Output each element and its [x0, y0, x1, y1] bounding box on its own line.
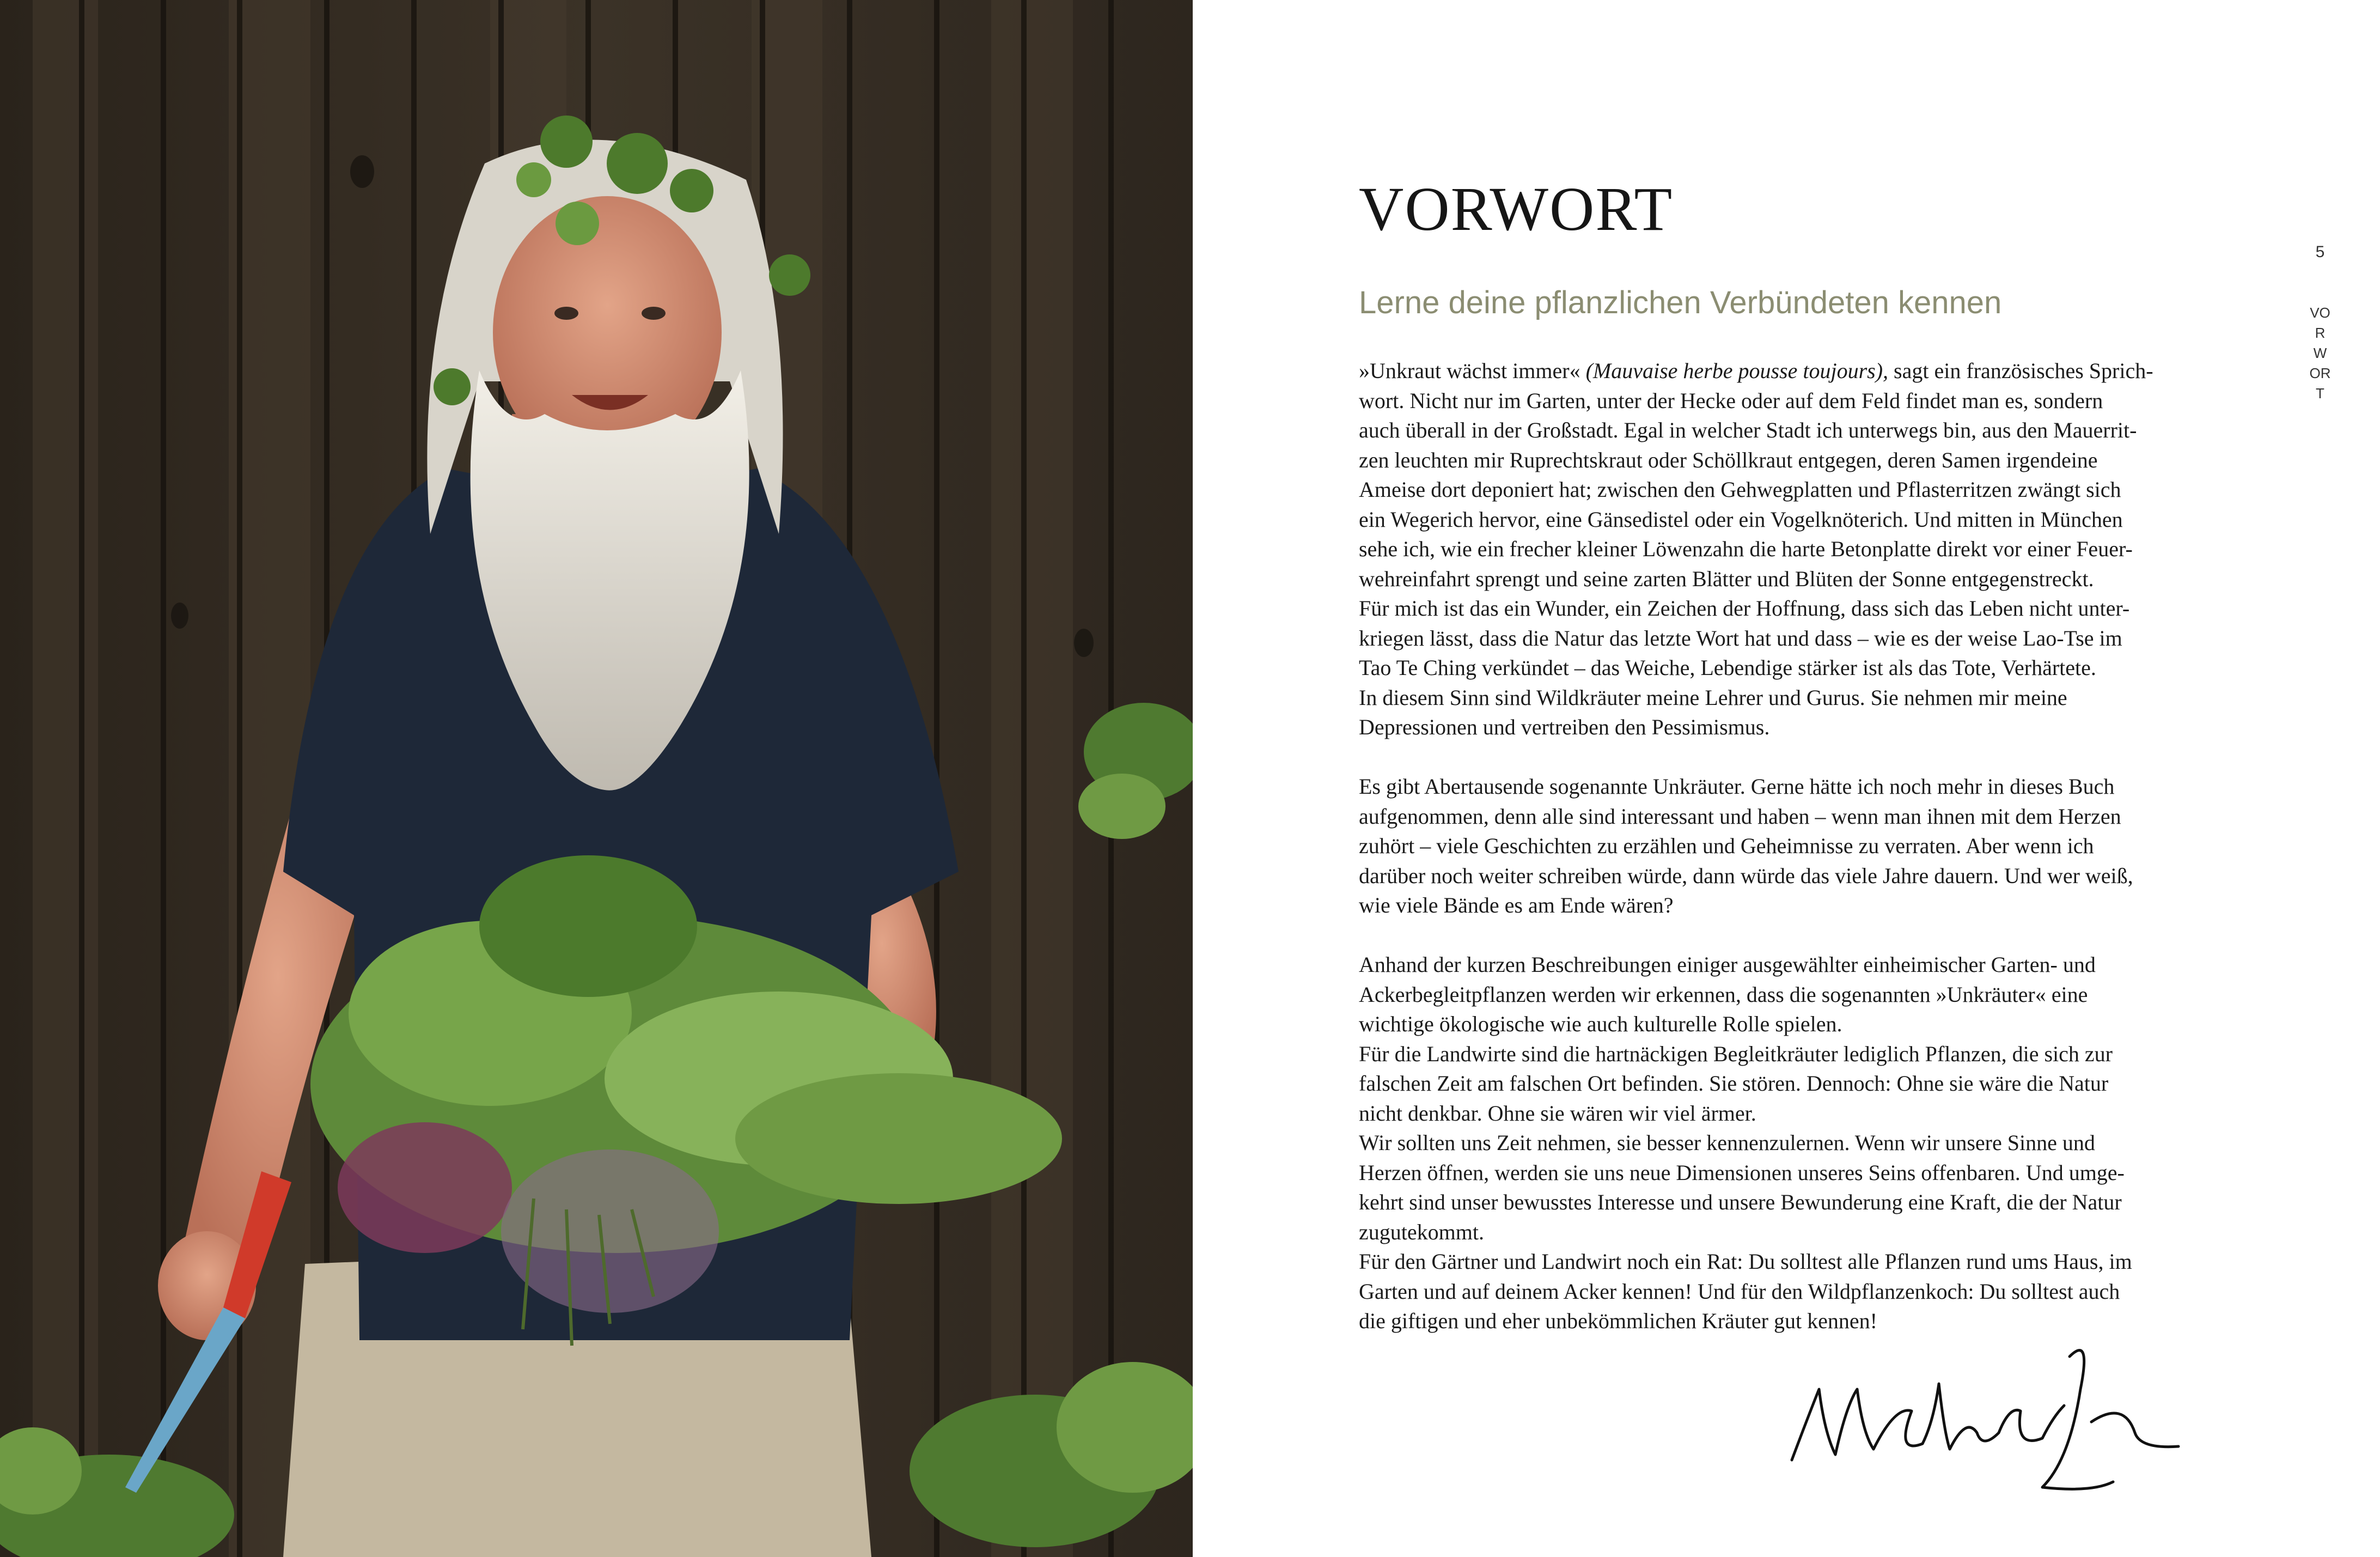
text-line: darüber noch weiter schreiben würde, dann würde das viele Jahre dauern. Und wer weiß,	[1359, 863, 2133, 888]
body-paragraph	[1359, 356, 2187, 743]
text-line: nicht denkbar. Ohne sie wären wir viel ärmer.	[1359, 1100, 1756, 1126]
page-number: 5	[2315, 243, 2325, 261]
text-line: zuhört – viele Geschichten zu erzählen und Geheimnisse zu verraten. Aber wenn ich	[1359, 834, 2094, 858]
text-line: Tao Te Ching verkündet – das Weiche, Lebendige stärker ist als das Tote, Verhärtete.	[1359, 655, 2096, 680]
text-line: Garten und auf deinem Acker kennen! Und für den Wildpflanzenkoch: Du solltest auch	[1359, 1279, 2120, 1304]
text-run: sagt ein französisches Sprich-	[1888, 358, 2153, 383]
text-line: Ackerbegleitpflanzen werden wir erkennen, dass die sogenannten »Unkräuter« eine	[1359, 982, 2088, 1007]
text-line: ein Wegerich hervor, eine Gänsedistel oder ein Vogelknöterich. Und mitten in München	[1359, 507, 2123, 532]
text-line: zugutekommt.	[1359, 1219, 1484, 1244]
text-line: kehrt sind unser bewusstes Interesse und unsere Bewunderung eine Kraft, die der Natur	[1359, 1190, 2122, 1214]
body-paragraph	[1359, 772, 2187, 921]
text-line: Wir sollten uns Zeit nehmen, sie besser kennenzulernen. Wenn wir unsere Sinne und	[1359, 1130, 2095, 1155]
text-line: auch überall in der Großstadt. Egal in welcher Stadt ich unterwegs bin, aus den Mauerrit-	[1359, 418, 2137, 442]
text-line: wort. Nicht nur im Garten, unter der Hecke oder auf dem Feld findet man es, sondern	[1359, 388, 2103, 413]
text-line: Ameise dort deponiert hat; zwischen den Gehwegplatten und Pflasterritzen zwängt sich	[1359, 477, 2121, 502]
text-line: die giftigen und eher unbekömmlichen Kräuter gut kennen!	[1359, 1309, 1877, 1333]
text-line: Herzen öffnen, werden sie uns neue Dimensionen unseres Seins offenbaren. Und umge-	[1359, 1160, 2125, 1185]
text-line: Für den Gärtner und Landwirt noch ein Rat: Du solltest alle Pflanzen rund ums Haus, im	[1359, 1249, 2132, 1274]
text-line: wehreinfahrt sprengt und seine zarten Blätter und Blüten der Sonne entgegenstreckt.	[1359, 566, 2094, 591]
text-line: aufgenommen, denn alle sind interessant und haben – wenn man ihnen mit dem Herzen	[1359, 804, 2121, 829]
text-line: wichtige ökologische wie auch kulturelle Rolle spielen.	[1359, 1012, 1842, 1036]
text-line	[1359, 356, 2187, 386]
text-line: falschen Zeit am falschen Ort befinden. Sie stören. Dennoch: Ohne sie wäre die Natur	[1359, 1071, 2109, 1096]
text-line: Für die Landwirte sind die hartnäckigen Begleitkräuter lediglich Pflanzen, die sich zur	[1359, 1041, 2113, 1066]
text-line: kriegen lässt, dass die Natur das letzte Wort hat und dass – wie es der weise Lao-Tse im	[1359, 625, 2122, 650]
text-line: sehe ich, wie ein frecher kleiner Löwenzahn die harte Betonplatte direkt vor einer Feuer-	[1359, 537, 2133, 561]
body-text	[1359, 356, 2187, 1366]
signature	[1786, 1324, 2184, 1504]
text-line: Depressionen und vertreiben den Pessimismus.	[1359, 715, 1770, 739]
text-line: Für mich ist das ein Wunder, ein Zeichen der Hoffnung, dass sich das Leben nicht unter-	[1359, 596, 2130, 621]
italic-quote: (Mauvaise herbe pousse toujours),	[1585, 358, 1889, 383]
page-title: VORWORT	[1359, 174, 1674, 244]
page-subtitle: Lerne deine pflanzlichen Verbündeten kennen	[1359, 285, 2002, 320]
text-line: In diesem Sinn sind Wildkräuter meine Lehrer und Gurus. Sie nehmen mir meine	[1359, 685, 2067, 710]
text-line: Anhand der kurzen Beschreibungen einiger ausgewählter einheimischer Garten- und	[1359, 952, 2096, 977]
text-page	[1193, 0, 2380, 1557]
running-head: VORWORT	[2309, 305, 2331, 402]
text-line: wie viele Bände es am Ende wären?	[1359, 893, 1674, 917]
text-run: »Unkraut wächst immer«	[1359, 358, 1586, 383]
body-paragraph	[1359, 950, 2187, 1336]
text-line: zen leuchten mir Ruprechtskraut oder Schöllkraut entgegen, deren Samen irgendeine	[1359, 447, 2098, 472]
text-line: Es gibt Abertausende sogenannte Unkräuter. Gerne hätte ich noch mehr in dieses Buch	[1359, 774, 2115, 799]
